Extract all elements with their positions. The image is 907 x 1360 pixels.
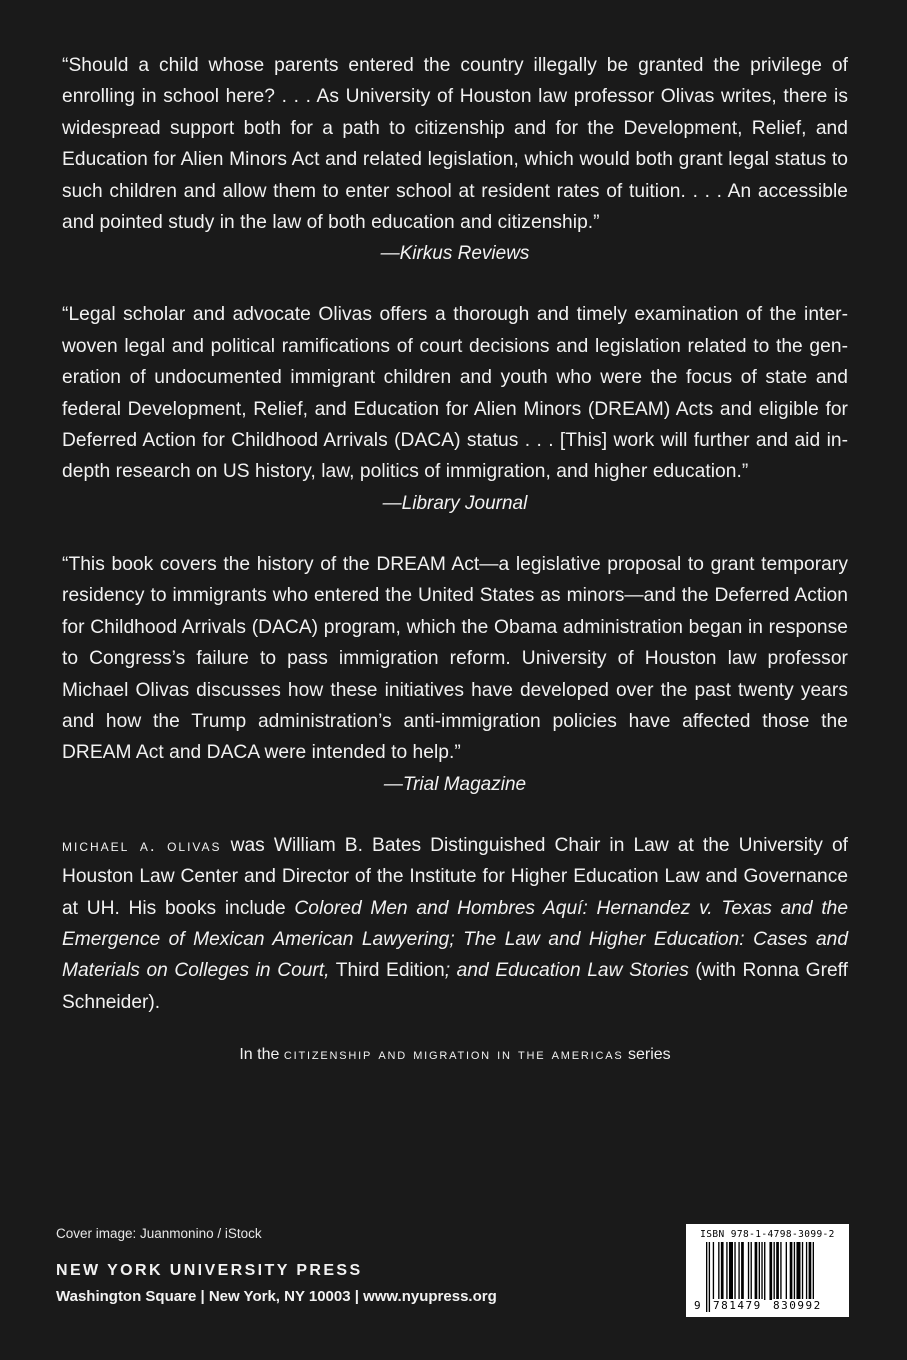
barcode-bar [721, 1242, 724, 1300]
barcode-bar [706, 1242, 707, 1312]
barcode-bar [729, 1242, 733, 1300]
barcode-bar [713, 1242, 714, 1300]
bio-text-3: ; and [444, 960, 496, 982]
isbn-barcode [686, 1224, 849, 1317]
series-suffix: series [623, 1046, 671, 1064]
barcode-bar [769, 1242, 772, 1300]
bio-book-title-2: Education Law Stories [495, 960, 689, 982]
author-bio [62, 830, 848, 1018]
review-text: “Should a child whose parents entered the country illegally be granted the privilege of enrolling in school here? . . . As University of Houston law professor Olivas writes, there is widespread support both for a path to citizenship and for the Development, Relief, and Education for Alien Minors Act and related legislation, which would both grant legal status to such children and allow them to enter school at resident rates of tuition. . . . An accessible and pointed study in the law of both education and citizenship.” [62, 55, 848, 234]
barcode-bar [764, 1242, 765, 1300]
barcode-left-digits: 781479 [713, 1299, 762, 1312]
barcode-bar [759, 1242, 760, 1300]
series-prefix: In the [239, 1046, 284, 1064]
barcode-bar [809, 1242, 812, 1300]
barcode-bar [774, 1242, 775, 1300]
barcode-bar [794, 1242, 795, 1300]
series-line [62, 1046, 848, 1064]
barcode-bar [709, 1242, 710, 1312]
barcode-bar [796, 1242, 800, 1300]
barcode-bar [738, 1242, 739, 1300]
barcode-right-digits: 830992 [773, 1299, 822, 1312]
barcode-bar [755, 1242, 758, 1300]
barcode-first-digit: 9 [694, 1299, 701, 1312]
cover-image-credit: Cover image: Juanmonino / iStock [56, 1226, 262, 1241]
isbn-label: ISBN 978-1-4798-3099-2 [700, 1229, 835, 1240]
review-text: “Legal scholar and advocate Olivas offers a thorough and timely examination of the interwoven legal and political ramifications of court decisions and legislation related to the generation of undocumented immigrant children and youth who were the focus of state and federal Development, Relief, and Education for Alien Minors (DREAM) Acts and eligible for Deferred Action for Childhood Arrivals (DACA) status . . . [This] work will further and aid indepth research on US history, law, politics of immigration, and higher education.” [62, 304, 848, 483]
barcode-bar [776, 1242, 779, 1300]
back-cover-content [62, 50, 848, 1064]
barcode-bar [780, 1242, 781, 1300]
barcode-bar [806, 1242, 807, 1300]
review-trial-magazine [62, 549, 848, 800]
review-source: —Kirkus Reviews [380, 243, 530, 265]
bio-text-4: (with Ronna Greff Schneider). [62, 960, 848, 1013]
barcode-bar [734, 1242, 735, 1300]
barcode-bar [726, 1242, 727, 1300]
bio-text-2: Third Edition [329, 960, 445, 982]
barcode-bar [751, 1242, 752, 1300]
review-kirkus [62, 50, 848, 269]
publisher-name: NEW YORK UNIVERSITY PRESS [56, 1262, 363, 1279]
review-library-journal [62, 299, 848, 518]
review-source: —Library Journal [382, 492, 528, 514]
barcode-row [694, 1242, 841, 1312]
barcode-bar [786, 1242, 787, 1300]
author-name: michael a. olivas [62, 835, 222, 855]
review-text: “This book covers the history of the DREAM Act—a legislative proposal to grant temporary residency to immigrants who entered the United States as minors—and the Deferred Action for Childhood Arrivals (DACA) program, which the Obama administration began in response to Congress’s failure to pass immigration reform. University of Houston law professor Michael Olivas discusses how these initiatives have developed over the past twenty years and how the Trump administration’s anti-immigration policies have affected those the DREAM Act and DACA were intended to help.” [62, 553, 848, 764]
review-source: —Trial Magazine [383, 773, 527, 795]
publisher-address: Washington Square | New York, NY 10003 | www.nyupress.org [56, 1288, 497, 1305]
barcode-bar [802, 1242, 803, 1300]
bio-book-titles: Colored Men and Hombres Aquí: Hernandez v. Texas and the Emergence of Mexican American Lawyering; The Law and Higher Education: Cases and Materials on Colleges in Court, [62, 897, 848, 982]
barcode-bar [718, 1242, 719, 1300]
barcode-bar [741, 1242, 744, 1300]
barcode-bar [748, 1242, 749, 1300]
barcode-bar [790, 1242, 793, 1300]
bio-text-1: was William B. Bates Distinguished Chair in Law at the University of Houston Law Center and Director of the Institute for Higher Education Law and Governance at UH. His books include [62, 834, 848, 919]
series-name: citizenship and migration in the americas [283, 1046, 624, 1064]
